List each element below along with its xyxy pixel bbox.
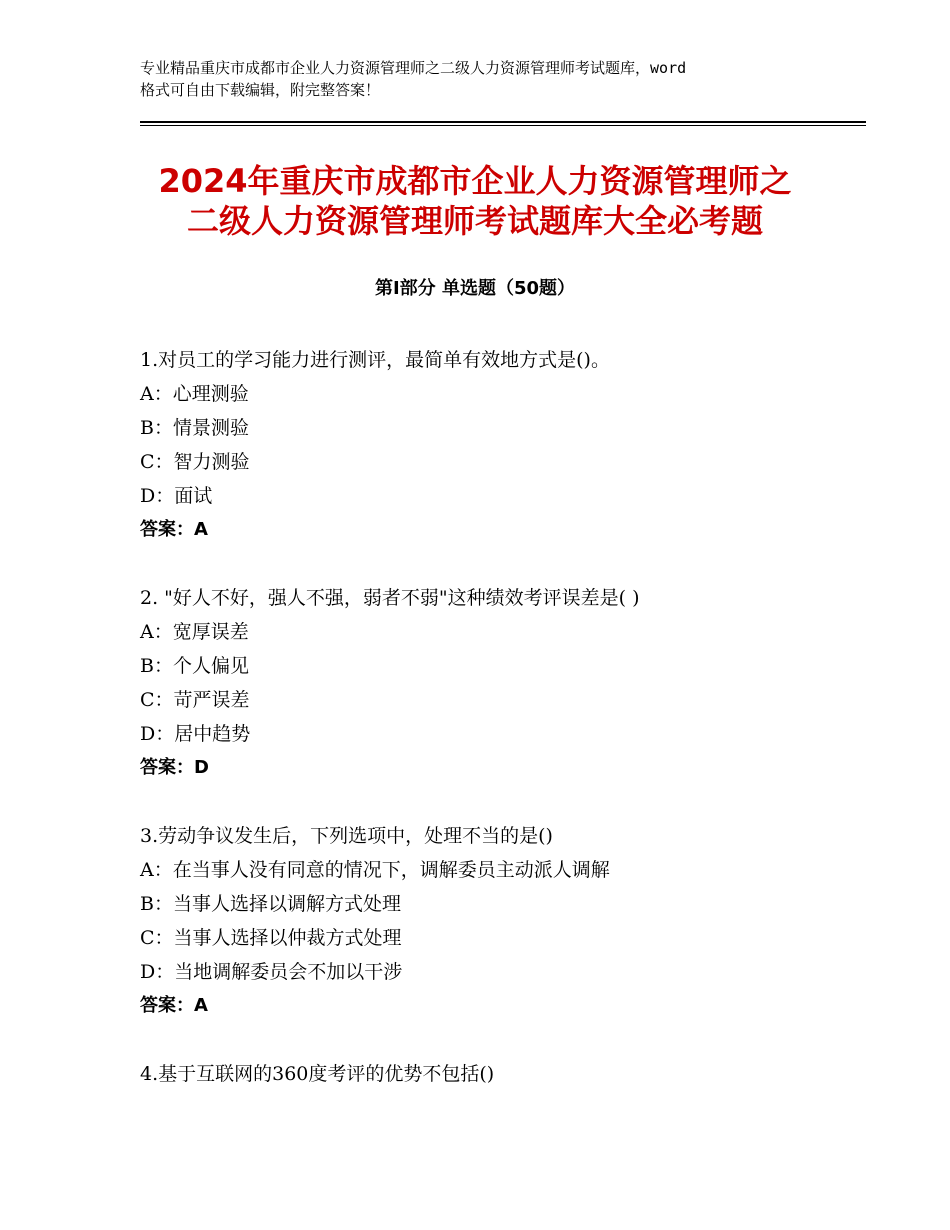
option-d: D：当地调解委员会不加以干涉 [140,961,403,983]
option-d: D：面试 [140,485,213,507]
header-note [140,57,830,101]
option-a: A：宽厚误差 [140,621,249,643]
header-divider-thin [140,125,866,126]
answer: 答案：A [140,519,208,540]
option-b: B：情景测验 [140,417,249,439]
document-title-line-1: 2024年重庆市成都市企业人力资源管理师之 [158,162,792,200]
answer: 答案：D [140,757,209,778]
answer: 答案：A [140,995,208,1016]
document-title-line-2: 二级人力资源管理师考试题库大全必考题 [186,202,763,240]
question-list [140,343,840,1125]
option-c: C：当事人选择以仲裁方式处理 [140,927,402,949]
question-stem: 3.劳动争议发生后，下列选项中，处理不当的是() [140,825,553,847]
question-4 [140,1057,840,1091]
header-note-line-2: 格式可自由下载编辑，附完整答案！ [140,81,381,99]
option-d: D：居中趋势 [140,723,251,745]
section-title: 第Ⅰ部分 单选题（50题） [374,278,575,299]
question-2 [140,581,840,785]
question-3 [140,819,840,1023]
option-a: A：在当事人没有同意的情况下，调解委员主动派人调解 [140,859,610,881]
header-note-line-1: 专业精品重庆市成都市企业人力资源管理师之二级人力资源管理师考试题库，word [140,59,687,77]
question-stem: 1.对员工的学习能力进行测评，最简单有效地方式是()。 [140,349,610,371]
document-title [100,161,850,241]
question-stem: 4.基于互联网的360度考评的优势不包括() [140,1063,495,1085]
option-c: C：智力测验 [140,451,250,473]
header-divider-thick [140,121,866,123]
option-a: A：心理测验 [140,383,249,405]
question-1 [140,343,840,547]
option-c: C：苛严误差 [140,689,250,711]
option-b: B：个人偏见 [140,655,249,677]
option-b: B：当事人选择以调解方式处理 [140,893,401,915]
question-stem: 2. "好人不好，强人不强，弱者不弱"这种绩效考评误差是( ) [140,587,640,609]
